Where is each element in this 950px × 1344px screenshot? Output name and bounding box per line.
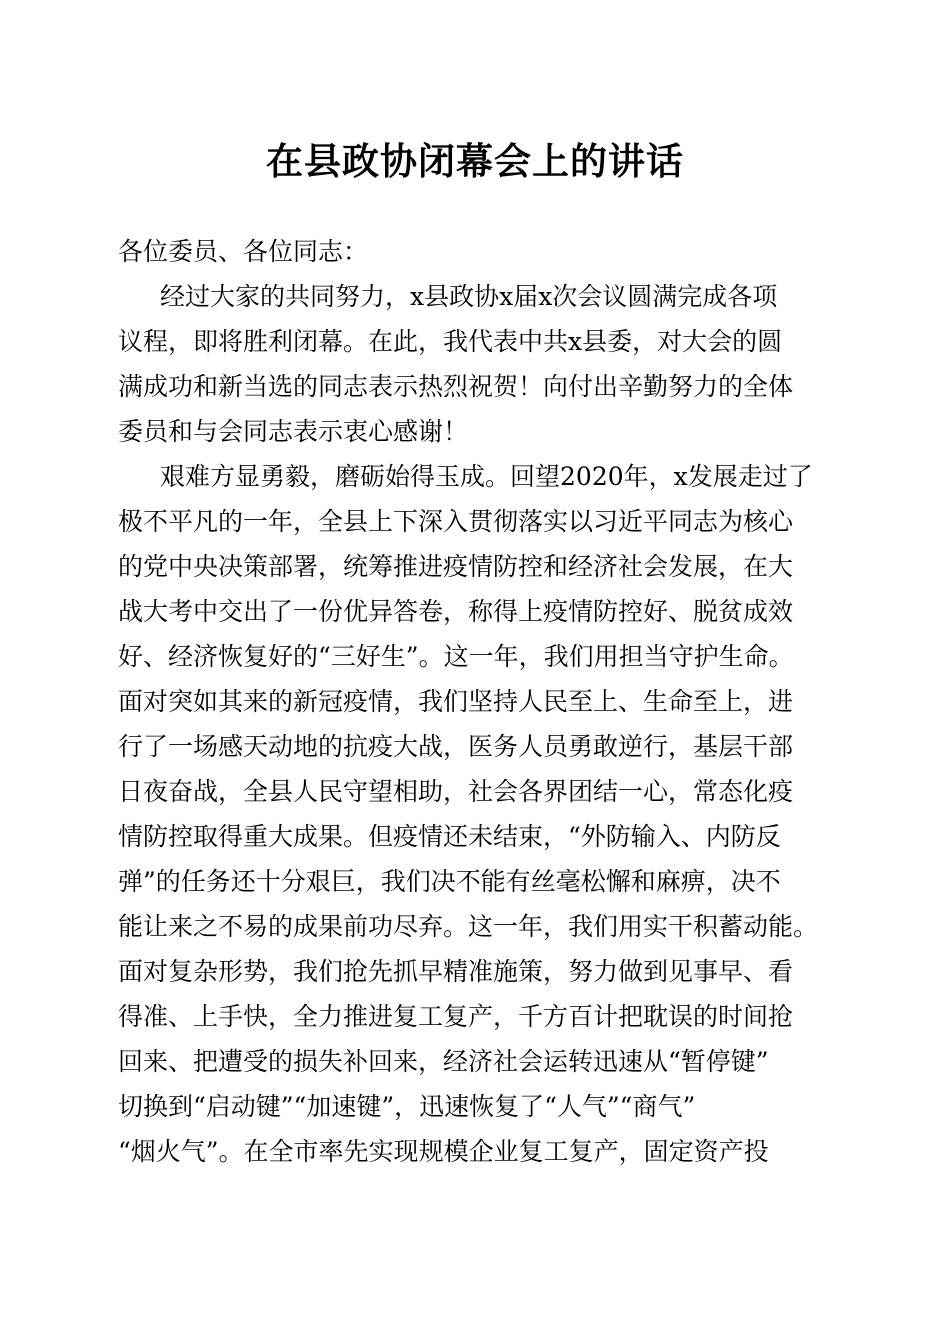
document-title: 在县政协闭幕会上的讲话 (266, 139, 684, 183)
paragraph-line: 情防控取得重大成果。但疫情还未结束，“外防输入、内防反 (118, 822, 781, 851)
paragraph-line: 回来、把遭受的损失补回来，经济社会运转迅速从“暂停键” (118, 1047, 769, 1076)
paragraph-line: 委员和与会同志表示衷心感谢！ (118, 417, 469, 446)
paragraph-line: 极不平凡的一年，全县上下深入贯彻落实以习近平同志为核心 (118, 507, 794, 536)
paragraph-line: 能让来之不易的成果前功尽弃。这一年，我们用实干积蓄动能。 (118, 912, 819, 941)
paragraph-line: 得准、上手快，全力推进复工复产，千方百计把耽误的时间抢 (118, 1002, 794, 1031)
paragraph-line: 弹”的任务还十分艰巨，我们决不能有丝毫松懈和麻痹，决不 (118, 867, 781, 896)
paragraph-line: 好、经济恢复好的“三好生”。这一年，我们用担当守护生命。 (118, 642, 794, 671)
paragraph-line: 切换到“启动键”“加速键”，迅速恢复了“人气”“商气” (118, 1092, 696, 1121)
paragraph-line: 日夜奋战，全县人民守望相助，社会各界团结一心，常态化疫 (118, 777, 794, 806)
paragraph-line: 面对突如其来的新冠疫情，我们坚持人民至上、生命至上，进 (118, 687, 794, 716)
paragraph-line: 满成功和新当选的同志表示热烈祝贺！向付出辛勤努力的全体 (118, 372, 794, 401)
salutation: 各位委员、各位同志： (118, 237, 369, 266)
paragraph-line: 战大考中交出了一份优异答卷，称得上疫情防控好、脱贫成效 (118, 597, 794, 626)
paragraph-line: 行了一场感天动地的抗疫大战，医务人员勇敢逆行，基层干部 (118, 732, 794, 761)
paragraph-line: 面对复杂形势，我们抢先抓早精准施策，努力做到见事早、看 (118, 957, 794, 986)
paragraph-line: “烟火气”。在全市率先实现规模企业复工复产，固定资产投 (118, 1137, 769, 1166)
paragraph-line: 的党中央决策部署，统筹推进疫情防控和经济社会发展，在大 (118, 552, 794, 581)
paragraph-line: 议程，即将胜利闭幕。在此，我代表中共x县委，对大会的圆 (118, 327, 783, 356)
paragraph-line: 艰难方显勇毅，磨砺始得玉成。回望2020年，x发展走过了 (160, 462, 813, 491)
paragraph-line: 经过大家的共同努力，x县政协x届x次会议圆满完成各项 (160, 282, 778, 311)
